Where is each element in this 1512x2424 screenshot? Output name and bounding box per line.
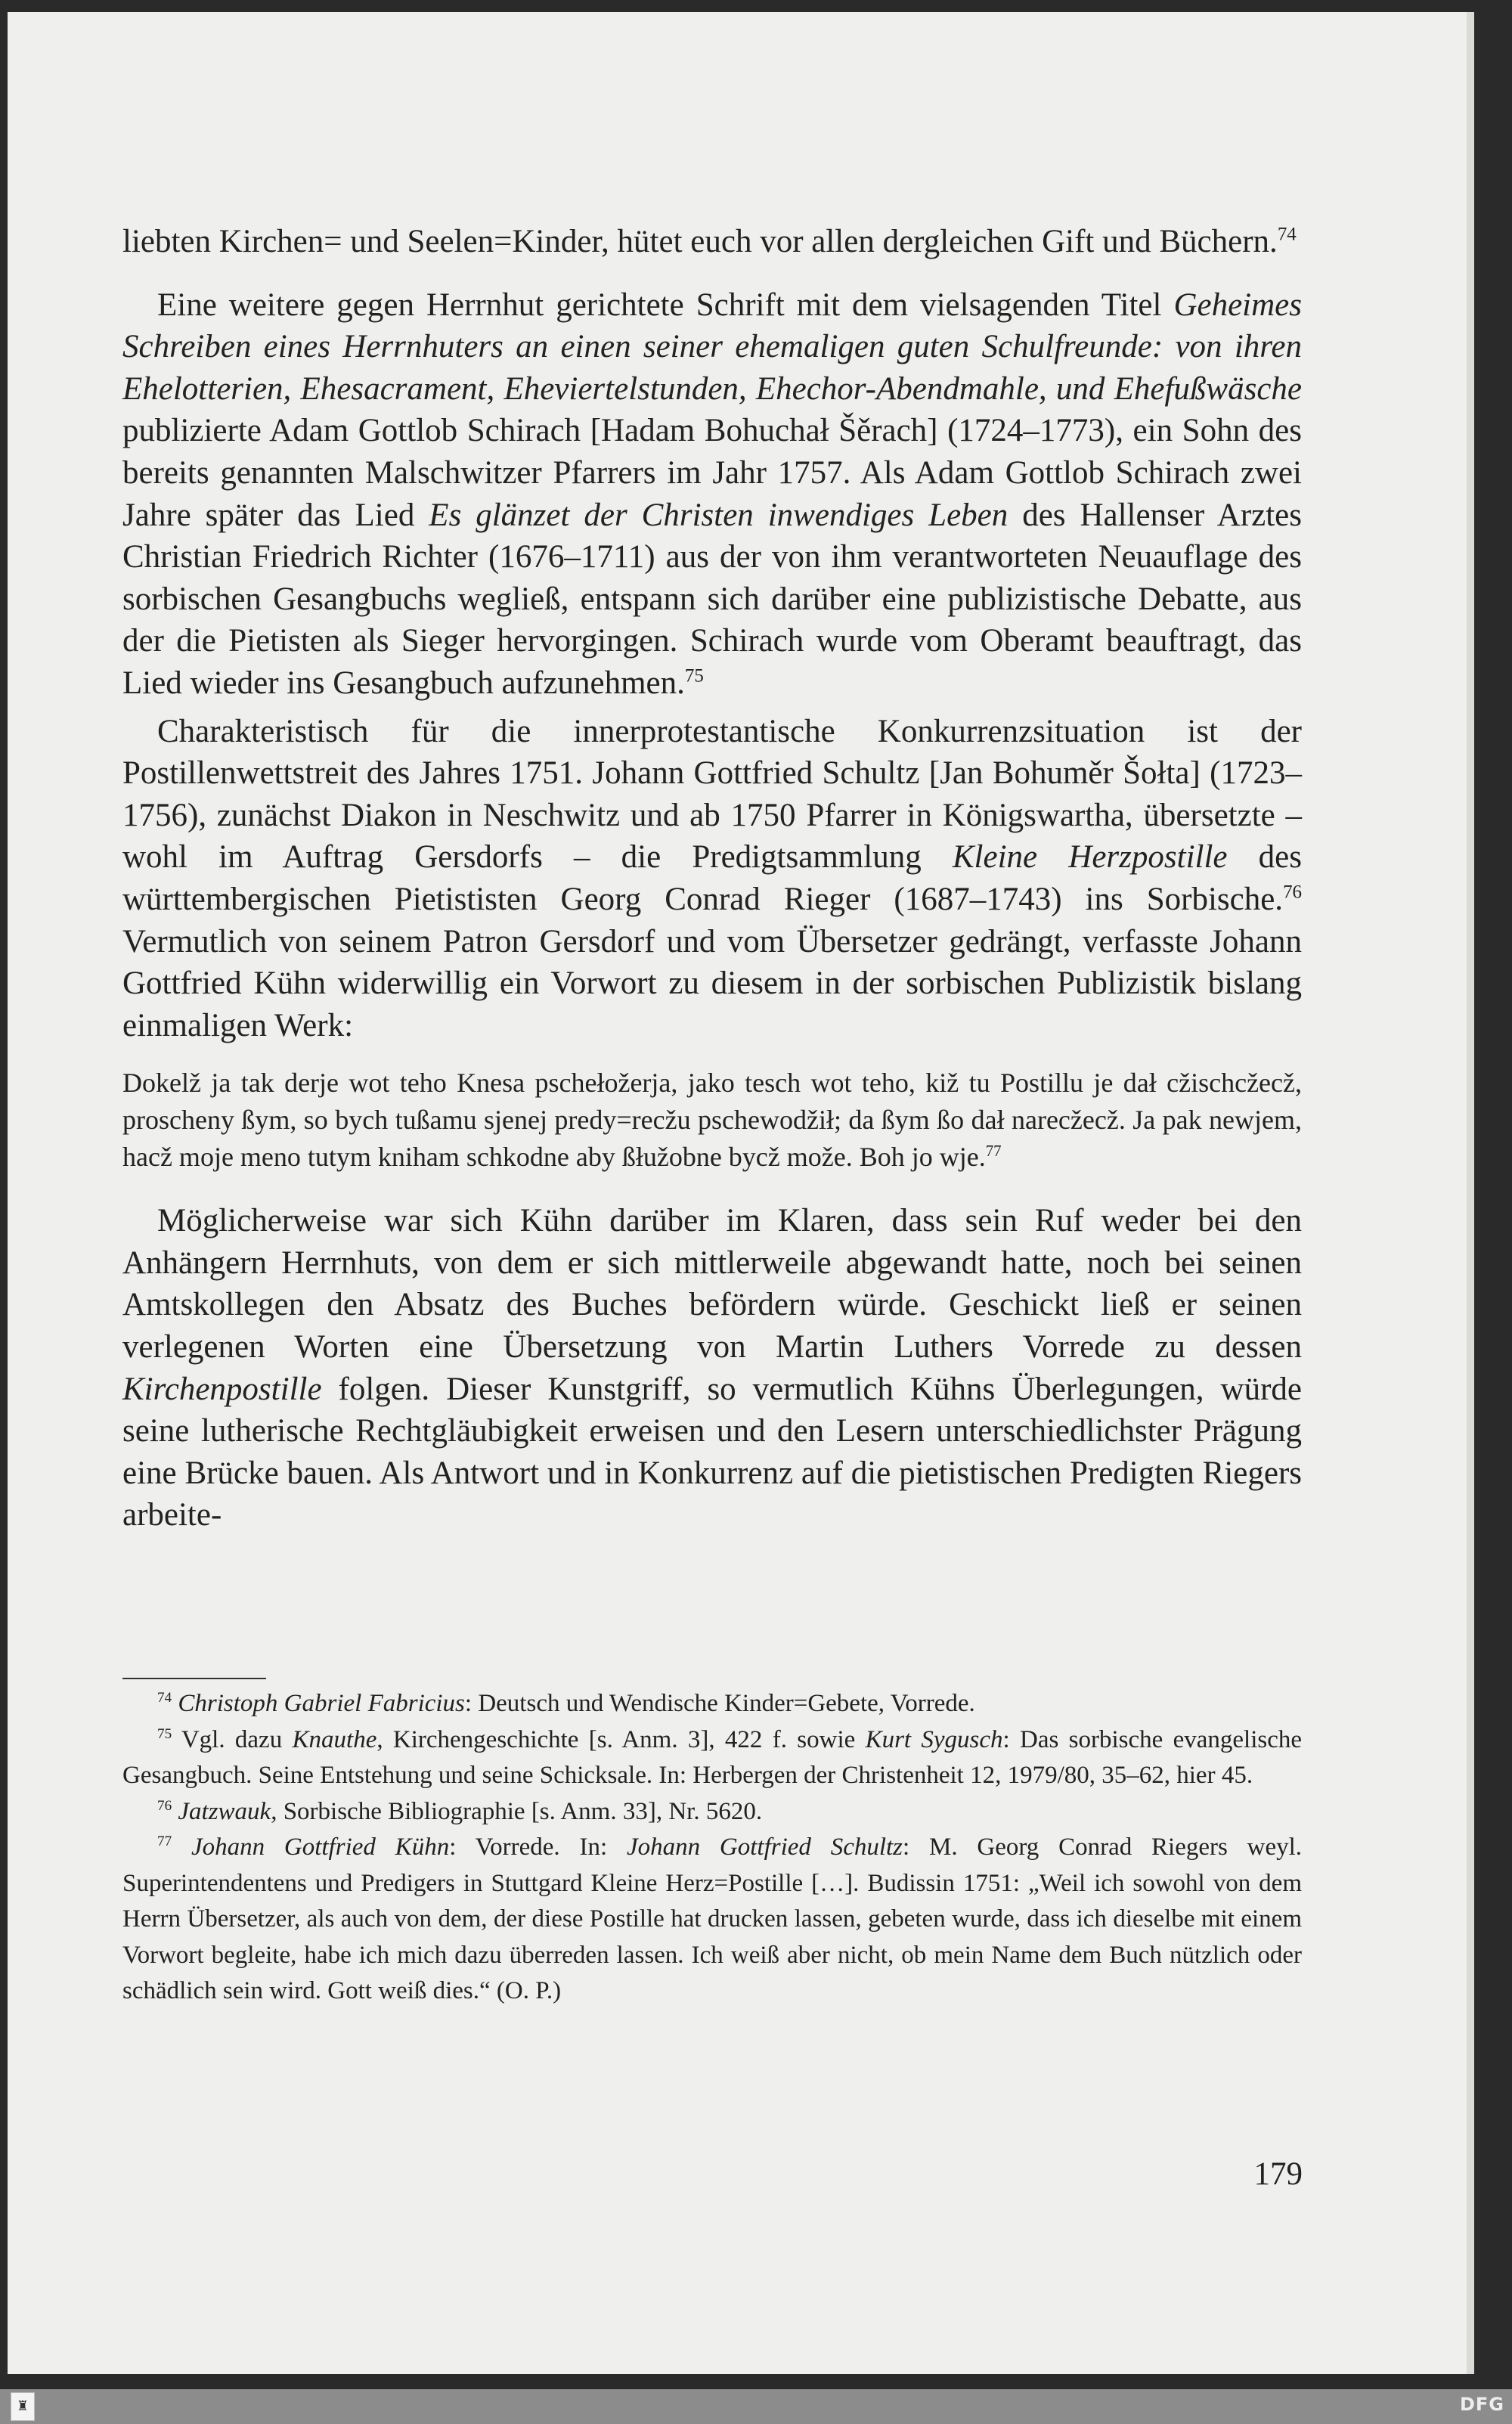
main-text [122,221,1302,1536]
block-quote: Dokelž ja tak derje wot teho Knesa pschełožerja, jako tesch wot teho, kiž tu Postillu je dał cžischcžecž, proscheny ßym, so bych tußamu sjenej predy=recžu pschewodžił; da ßym ßo dał narecžecž. Ja pak newjem, hacž moje meno tutym kniham schkodne aby ßłužobne bycž može. Boh jo wje.$^{77}$ [122,1068,1302,1173]
paragraph-postillenwettstreit: Charakteristisch für die innerprotestantische Konkurrenzsituation ist der Postillenwettstreit des Jahres 1751. Johann Gottfried Schultz [Jan Bohuměr Šołta] (1723–1756), zunächst Diakon in Neschwitz und ab 1750 Pfarrer in Königswartha, übersetzte – wohl im Auftrag Gersdorfs – die Predigtsammlung Kleine Herzpostille des württembergischen Pietististen Georg Conrad Rieger (1687–1743) ins Sorbische.$^{76}$ Vermutlich von seinem Patron Gersdorf und vom Übersetzer gedrängt, verfasste Johann Gottfried Kühn widerwillig ein Vorwort zu diesem in der sorbischen Publizistik bislang einmaligen Werk: [122,713,1302,1043]
footnote-77: $^{77}$ Johann Gottfried Kühn: Vorrede. In: Johann Gottfried Schultz: M. Georg Conrad Riegers weyl. Superintendentens und Predigers in Stuttgard Kleine Herz=Postille […]. Budissin 1751: „Weil ich sowohl von dem Herrn Übersetzer, als auch von dem, der diese Postille hat drucken lassen, gebeten wurde, dass ich dieselbe mit einem Vorwort begleite, habe ich mich dazu überreden lassen. Ich weiß aber nicht, ob mein Name dem Buch nützlich oder schädlich sein wird. Gott weiß dies.“ (O. P.) [122,1833,1303,2004]
viewer-footer-bar [0,2389,1512,2424]
paragraph-continued: liebten Kirchen= und Seelen=Kinder, hütet euch vor allen dergleichen Gift und Büchern.$^{74}$ [122,224,1297,259]
book-page [8,12,1474,2374]
footnote-76: $^{76}$ Jatzwauk, Sorbische Bibliographie [s. Anm. 33], Nr. 5620. [157,1797,763,1825]
library-logo-icon: ♜ [11,2392,35,2421]
song-title: Es glänzet der Christen inwendiges Leben [429,497,1009,533]
paragraph-kuehn: Möglicherweise war sich Kühn darüber im Klaren, dass sein Ruf weder bei den Anhängern Herrnhuts, von dem er sich mittlerweile abgewandt hatte, noch bei seinen Amtskollegen den Absatz des Buches befördern würde. Geschickt ließ er seinen verlegenen Worten eine Übersetzung von Martin Luthers Vorrede zu dessen Kirchenpostille folgen. Dieser Kunstgriff, so vermutlich Kühns Überlegungen, würde seine lutherische Rechtgläubigkeit erweisen und den Lesern unterschiedlichster Prägung eine Brücke bauen. Als Antwort und in Konkurrenz auf die pietistischen Predigten Riegers arbeite- [122,1203,1302,1533]
book-title: Kleine Herzpostille [952,839,1228,876]
footnote-ref-77: 77 [985,1142,1002,1161]
page-number: 179 [1253,2156,1303,2192]
footnote-separator [122,1678,266,1679]
paragraph-schirach: Eine weitere gegen Herrnhut gerichtete Schrift mit dem vielsagenden Titel Geheimes Schreiben eines Herrnhuters an einen seiner ehemaligen guten Schulfreunde: von ihren Ehelotterien, Ehesacrament, Eheviertelstunden, Ehechor-Abendmahle, und Ehefußwäsche publizierte Adam Gottlob Schirach [Hadam Bohuchał Šěrach] (1724–1773), ein Sohn des bereits genannten Malschwitzer Pfarrers im Jahr 1757. Als Adam Gottlob Schirach zwei Jahre später das Lied Es glänzet der Christen inwendiges Leben des Hallenser Arztes Christian Friedrich Richter (1676–1711) aus der von ihm verantworteten Neuauflage des sorbischen Gesangbuchs wegließ, entspann sich darüber eine publizistische Debatte, aus der die Pietisten als Sieger hervorgingen. Schirach wurde vom Oberamt beauftragt, das Lied wieder ins Gesangbuch aufzunehmen.$^{75}$ [122,287,1303,701]
book-title: Kirchenpostille [122,1371,322,1407]
dfg-logo: DFG [1459,2394,1504,2415]
footnote-ref-74: 74 [1277,224,1297,245]
footnote-ref-76: 76 [1283,882,1302,903]
footnote-ref-75: 75 [684,665,704,687]
book-title: Geheimes Schreiben eines Herrnhuters an einen seiner ehemaligen guten Schulfreunde: von ihren Ehelotterien, Ehesacrament, Eheviertelstunden, Ehechor-Abendmahle, und Ehefußwäsche [122,287,1302,407]
footnote-74: $^{74}$ Christoph Gabriel Fabricius: Deutsch und Wendische Kinder=Gebete, Vorrede. [157,1690,975,1717]
footnotes [122,1686,1302,2010]
footnote-75: $^{75}$ Vgl. dazu Knauthe, Kirchengeschichte [s. Anm. 3], 422 f. sowie Kurt Sygusch: Das sorbische evangelische Gesangbuch. Seine Entstehung und seine Schicksale. In: Herbergen der Christenheit 12, 1979/80, 35–62, hier 45. [122,1725,1303,1789]
